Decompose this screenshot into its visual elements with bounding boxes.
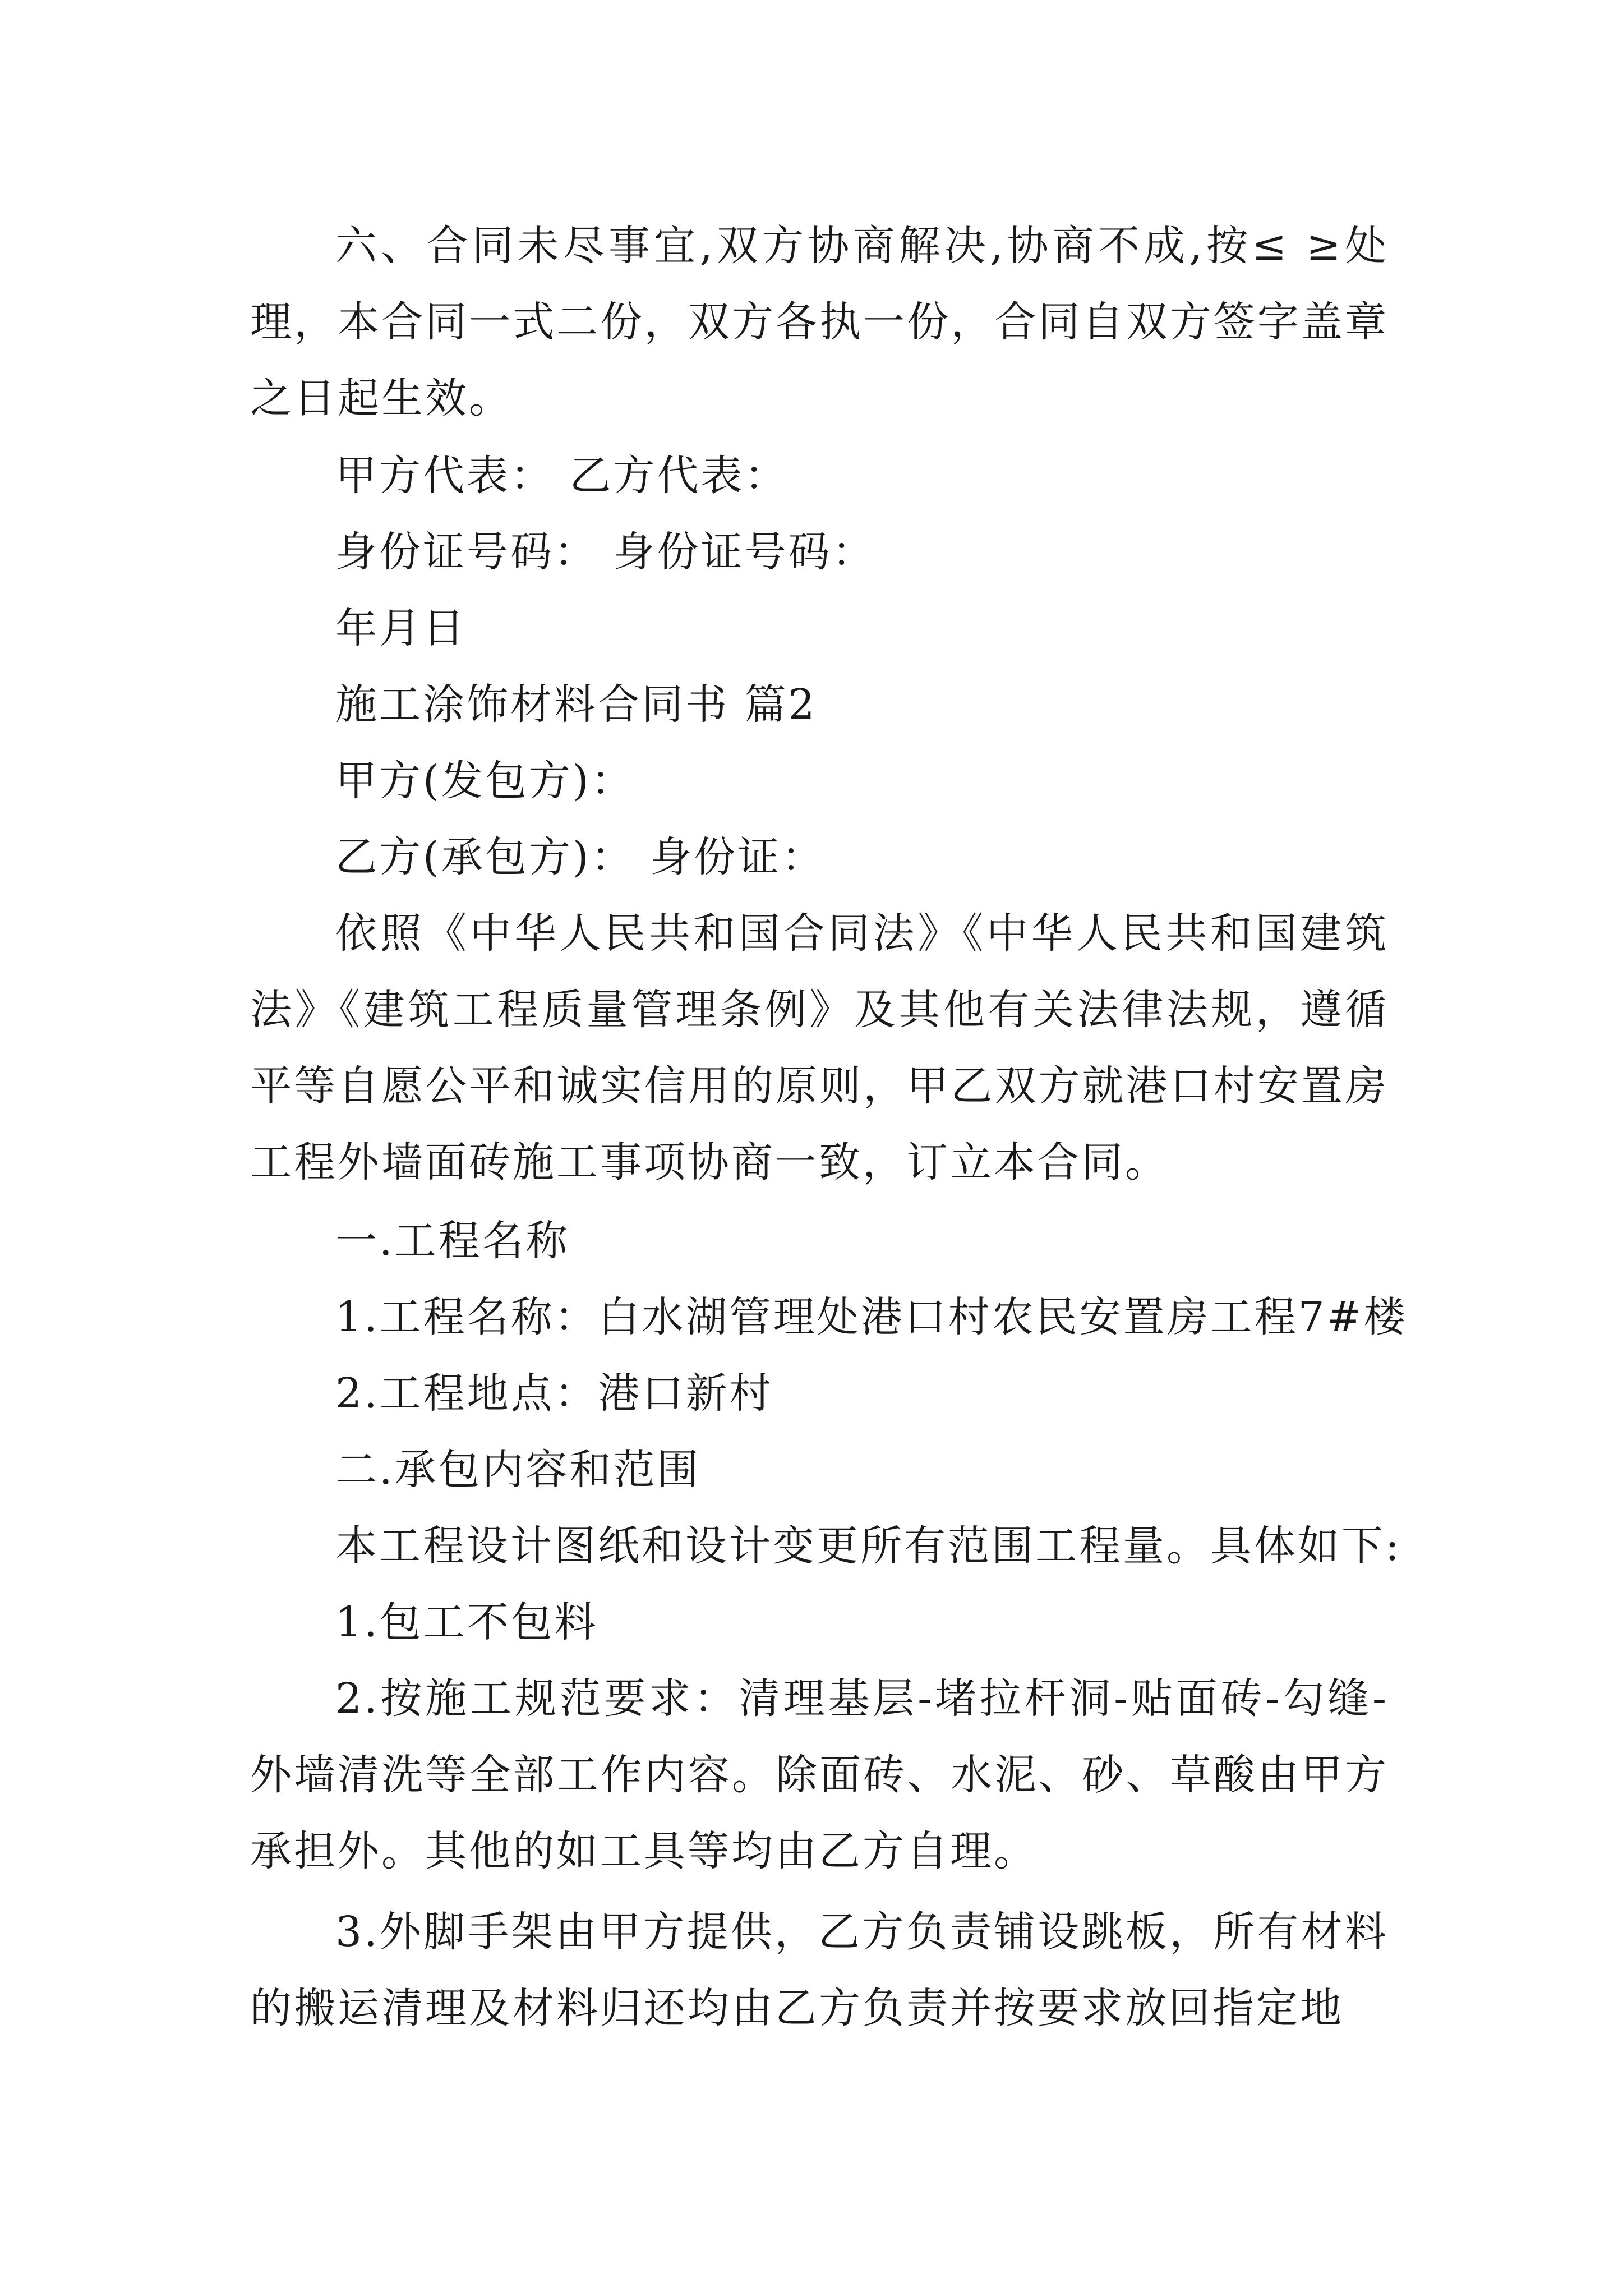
paragraph-scope-item-3: 3.外脚手架由甲方提供，乙方负责铺设跳板，所有材料的搬运清理及材料归还均由乙方负责并按要求放回指定地	[250, 1908, 1389, 2032]
paragraph-contract-terms: 六、合同未尽事宜,双方协商解决,协商不成,按≤ ≥处理，本合同一式二份，双方各执一份，合同自双方签字盖章之日起生效。	[250, 222, 1389, 422]
paragraph-scope-item-1: 1.包工不包料	[335, 1598, 598, 1646]
paragraph-legal-basis: 依照《中华人民共和国合同法》《中华人民共和国建筑法》《建筑工程质量管理条例》及其他有关法律法规，遵循平等自愿公平和诚实信用的原则，甲乙双方就港口村安置房工程外墙面砖施工事项协商一致，订立本合同。	[250, 909, 1389, 1186]
paragraph-representatives: 甲方代表： 乙方代表：	[335, 452, 789, 500]
paragraph-scope-intro: 本工程设计图纸和设计变更所有范围工程量。具体如下:	[335, 1522, 1401, 1570]
paragraph-party-a: 甲方(发包方)：	[335, 757, 635, 805]
paragraph-project-name: 1.工程名称：白水湖管理处港口村农民安置房工程7#楼	[335, 1293, 1408, 1341]
paragraph-project-location: 2.工程地点：港口新村	[335, 1369, 773, 1418]
paragraph-date: 年月日	[335, 604, 467, 652]
heading-project-name: 一.工程名称	[335, 1217, 570, 1265]
section-title: 施工涂饰材料合同书 篇2	[335, 680, 817, 729]
paragraph-scope-item-2: 2.按施工规范要求：清理基层-堵拉杆洞-贴面砖-勾缝-外墙清洗等全部工作内容。除面砖、水泥、砂、草酸由甲方承担外。其他的如工具等均由乙方自理。	[250, 1674, 1389, 1875]
heading-scope: 二.承包内容和范围	[335, 1446, 701, 1494]
paragraph-party-b: 乙方(承包方)： 身份证：	[335, 833, 826, 881]
paragraph-id-numbers: 身份证号码： 身份证号码：	[335, 528, 876, 576]
